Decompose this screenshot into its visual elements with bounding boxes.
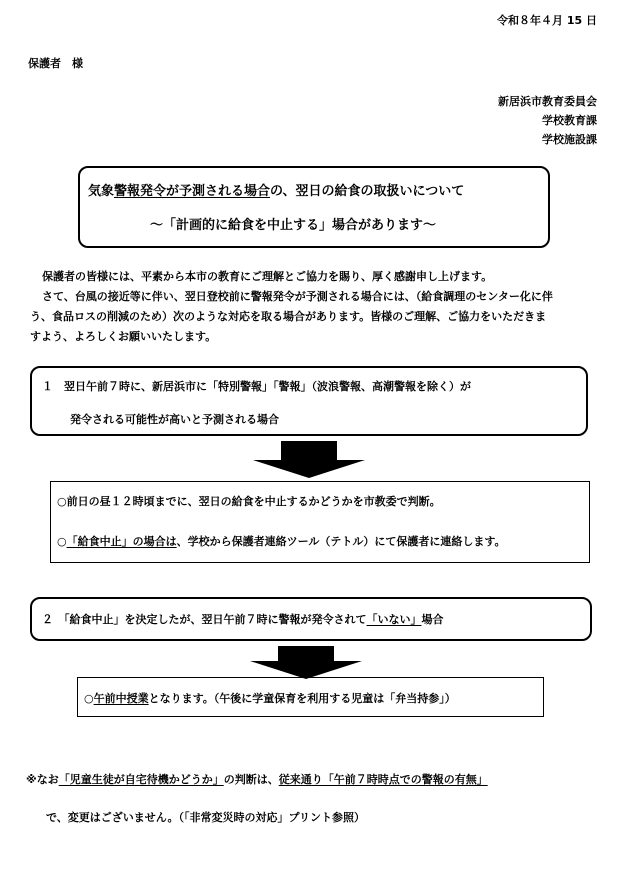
case-2-box xyxy=(30,597,592,641)
note-emphasis-1: 「児童生徒が自宅待機かどうか」 xyxy=(58,773,224,786)
intro-paragraph-2-line-1: さて、台風の接近等に伴い、翌日登校前に警報発令が予測される場合には、（給食調理のセンター化に伴 xyxy=(42,290,553,303)
case-2-emphasis: 「いない」 xyxy=(366,613,422,626)
note-line-2: で、変更はございません。（「非常変災時の対応」プリント参照） xyxy=(46,811,365,824)
case-2-line xyxy=(42,611,444,627)
date: 令和８年４月 15 日 xyxy=(497,14,597,27)
intro-paragraph-2-line-3: すよう、よろしくお願いいたします。 xyxy=(30,330,217,343)
result-1-line-2-emphasis: 「給食中止」の場合は xyxy=(66,535,177,548)
case-1-box xyxy=(30,366,588,436)
title-line-1 xyxy=(88,180,464,199)
down-arrow-1-stem xyxy=(281,441,337,461)
note-mid: の判断は、 xyxy=(223,773,279,786)
note-pre: ※なお xyxy=(26,773,59,786)
title-line-1-post: の、翌日の給食の取扱いについて xyxy=(270,184,465,199)
down-arrow-1-icon xyxy=(253,460,365,478)
result-1-line-2-post: 、学校から保護者連絡ツール（テトル）にて保護者に連絡します。 xyxy=(176,535,506,548)
sender-dept-2: 学校施設課 xyxy=(542,133,597,146)
intro-paragraph-1: 保護者の皆様には、平素から本市の教育にご理解とご協力を賜り、厚く感謝申し上げます。 xyxy=(42,270,493,283)
result-2-box xyxy=(77,677,544,717)
result-1-line-1: ○前日の昼１２時頃までに、翌日の給食を中止するかどうかを市教委で判断。 xyxy=(57,495,441,508)
result-1-line-2-mark: ○ xyxy=(57,535,67,548)
title-line-1-pre: 気象 xyxy=(88,184,115,199)
recipient: 保護者 様 xyxy=(28,57,83,70)
case-2-post: 場合 xyxy=(421,613,444,626)
note-emphasis-2: 従来通り「午前７時時点での警報の有無」 xyxy=(278,773,488,786)
title-box xyxy=(78,166,550,248)
title-line-1-emphasis: 警報発令が予測される場合 xyxy=(114,184,271,199)
title-line-2: ～「計画的に給食を中止する」場合があります～ xyxy=(150,218,437,233)
result-2-post: となります。（午後に学童保育を利用する児童は「弁当持参」） xyxy=(148,692,456,705)
intro-paragraph-2-line-2: う、食品ロスの削減のため）次のような対応を取る場合があります。皆様のご理解、ご協力をいただきま xyxy=(30,310,547,323)
case-1-line-1: １ 翌日午前７時に、新居浜市に「特別警報」「警報」（波浪警報、高潮警報を除く）が xyxy=(42,380,471,393)
result-2-mark: ○ xyxy=(84,692,94,705)
result-2-emphasis: 午前中授業 xyxy=(93,692,149,705)
result-2-line xyxy=(84,690,456,706)
result-1-line-2 xyxy=(57,533,506,549)
case-1-line-2: 発令される可能性が高いと予測される場合 xyxy=(70,413,279,426)
down-arrow-2-stem xyxy=(278,646,334,662)
sender-org: 新居浜市教育委員会 xyxy=(498,95,597,108)
sender-dept-1: 学校教育課 xyxy=(542,114,597,127)
case-2-pre: ２ 「給食中止」を決定したが、翌日午前７時に警報が発令されて xyxy=(42,613,367,626)
note-line-1 xyxy=(26,771,488,787)
result-1-box xyxy=(50,481,590,563)
